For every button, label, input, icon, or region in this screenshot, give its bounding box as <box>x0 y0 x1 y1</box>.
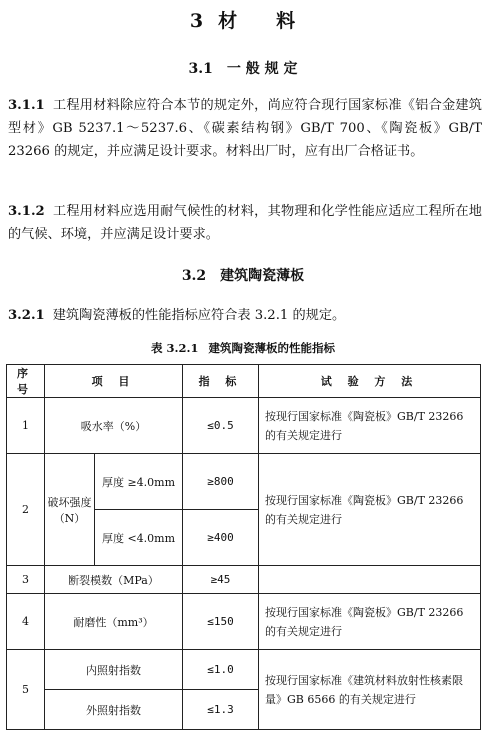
clause-3-1-2 <box>8 200 482 246</box>
clause-text: 工程用材料除应符合本节的规定外，尚应符合现行国家标准《铝合金建筑型材》GB 5237.1～5237.6、《碳素结构钢》GB/T 700、《陶瓷板》GB/T 23266 的规定，并应满足设计要求。材料出厂时，应有出厂合格证书。 <box>8 98 482 159</box>
section-title: 建筑陶瓷薄板 <box>220 268 305 284</box>
table-row <box>7 566 481 594</box>
cell-seq: 3 <box>7 566 45 594</box>
cell-index: ≤1.3 <box>183 690 259 730</box>
performance-table <box>6 364 481 730</box>
clause-text: 工程用材料应选用耐气候性的材料，其物理和化学性能应适应工程所在地的气候、环境，并应满足设计要求。 <box>8 204 482 242</box>
table-header-row <box>7 365 481 398</box>
chapter-title-char-2: 料 <box>276 10 297 32</box>
table-row <box>7 594 481 650</box>
table-row <box>7 650 481 690</box>
cell-index: ≤0.5 <box>183 398 259 454</box>
section-number: 3.2 <box>181 268 207 284</box>
cell-index: ≤150 <box>183 594 259 650</box>
clause-number: 3.1.1 <box>8 98 45 113</box>
cell-seq: 4 <box>7 594 45 650</box>
clause-3-1-1 <box>8 94 482 163</box>
cell-item: 外照射指数 <box>45 690 183 730</box>
header-item: 项 目 <box>45 365 183 398</box>
cell-subitem: 厚度 <4.0mm <box>95 510 183 566</box>
cell-index: ≥800 <box>183 454 259 510</box>
cell-item: 内照射指数 <box>45 650 183 690</box>
table-number: 表 3.2.1 <box>150 341 199 355</box>
cell-method: 按现行国家标准《陶瓷板》GB/T 23266的有关规定进行 <box>259 398 481 454</box>
clause-text: 建筑陶瓷薄板的性能指标应符合表 3.2.1 的规定。 <box>52 308 346 323</box>
chapter-title <box>0 6 486 33</box>
section-heading-ceramic <box>0 265 486 285</box>
cell-index: ≥400 <box>183 510 259 566</box>
chapter-title-char-1: 材 <box>218 10 239 32</box>
cell-method-empty <box>259 566 481 594</box>
cell-item: 破坏强度（N） <box>45 454 95 566</box>
chapter-number: 3 <box>189 10 205 32</box>
cell-index: ≥45 <box>183 566 259 594</box>
clause-number: 3.1.2 <box>8 204 45 219</box>
section-title: 一 般 规 定 <box>226 61 298 77</box>
table-row <box>7 398 481 454</box>
cell-seq: 1 <box>7 398 45 454</box>
section-number: 3.1 <box>188 61 213 77</box>
table-row <box>7 454 481 510</box>
cell-index: ≤1.0 <box>183 650 259 690</box>
cell-item: 耐磨性（mm³） <box>45 594 183 650</box>
header-index: 指 标 <box>183 365 259 398</box>
cell-subitem: 厚度 ≥4.0mm <box>95 454 183 510</box>
header-seq: 序号 <box>7 365 45 398</box>
cell-method: 按现行国家标准《陶瓷板》GB/T 23266的有关规定进行 <box>259 454 481 566</box>
table-caption <box>0 340 486 356</box>
cell-item: 断裂模数（MPa） <box>45 566 183 594</box>
cell-seq: 2 <box>7 454 45 566</box>
cell-seq: 5 <box>7 650 45 730</box>
section-heading-general <box>0 58 486 78</box>
table-title: 建筑陶瓷薄板的性能指标 <box>208 341 336 355</box>
cell-item: 吸水率（%） <box>45 398 183 454</box>
cell-method: 按现行国家标准《建筑材料放射性核素限量》GB 6566 的有关规定进行 <box>259 650 481 730</box>
cell-method: 按现行国家标准《陶瓷板》GB/T 23266的有关规定进行 <box>259 594 481 650</box>
header-method: 试 验 方 法 <box>259 365 481 398</box>
clause-3-2-1 <box>8 304 482 327</box>
clause-number: 3.2.1 <box>8 308 45 323</box>
